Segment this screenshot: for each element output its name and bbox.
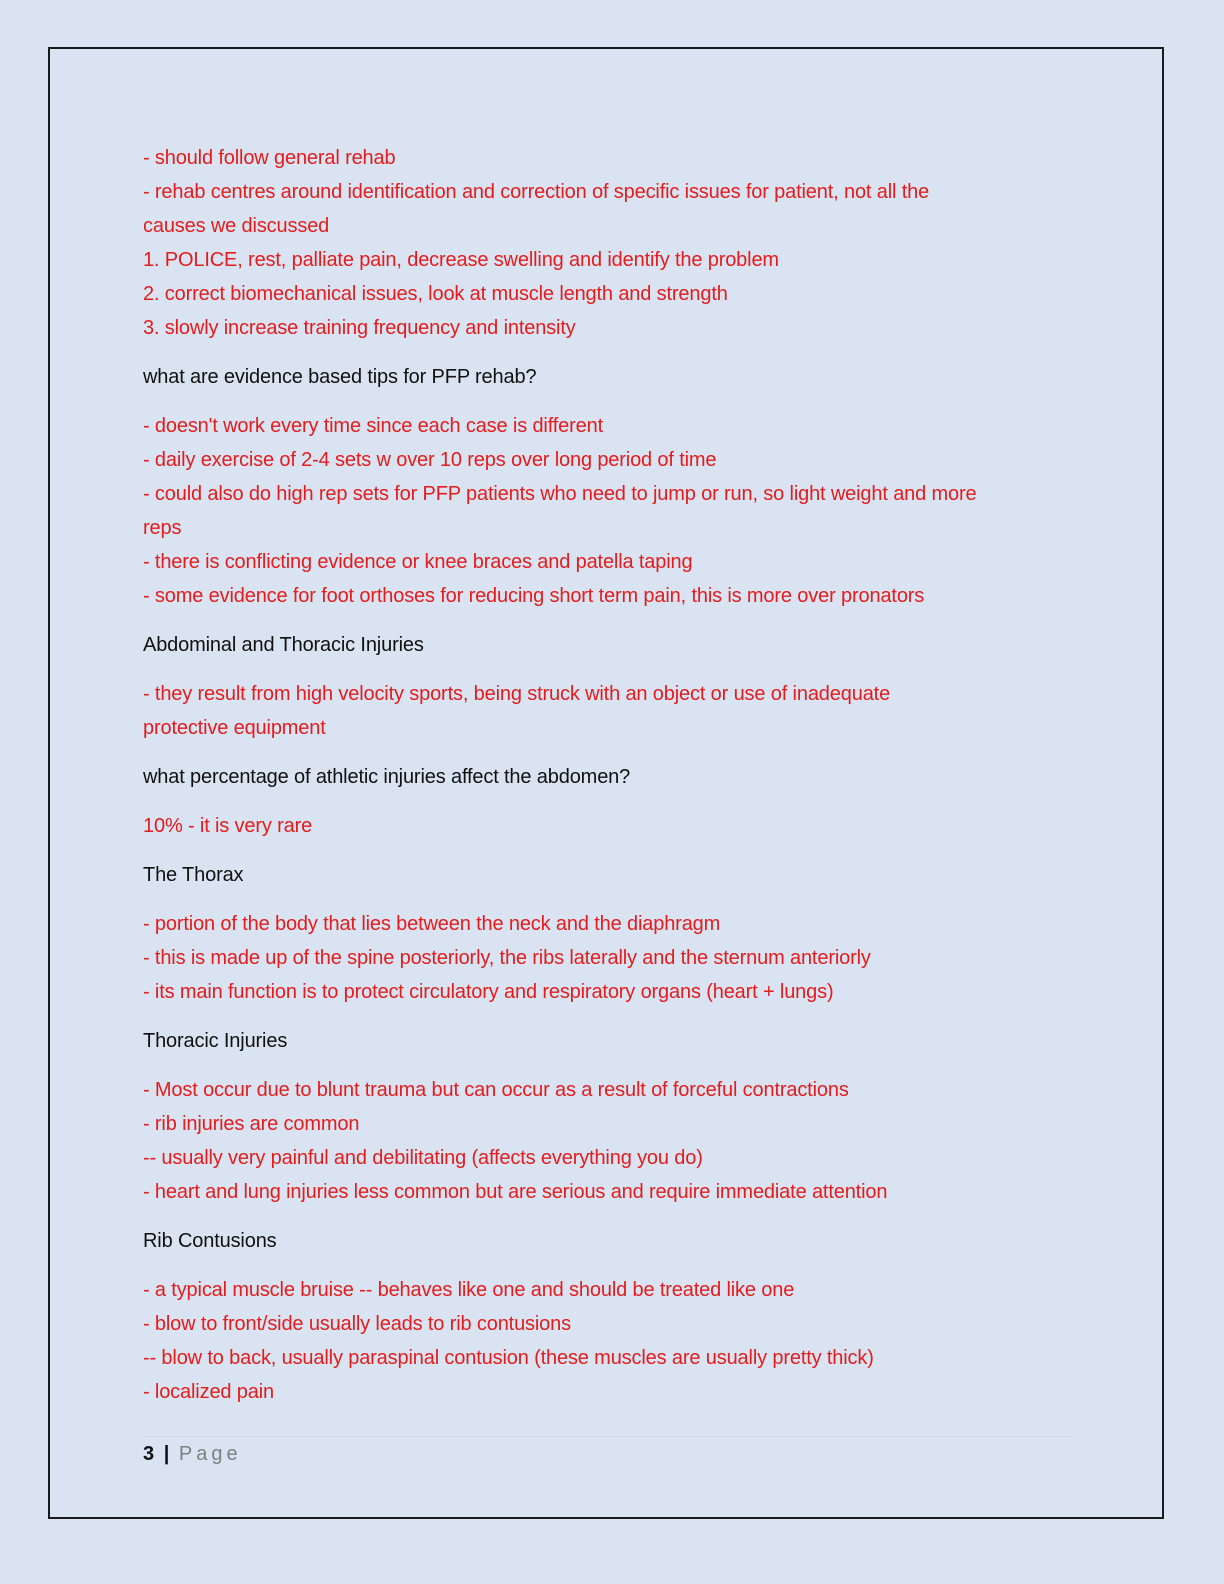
note-block — [143, 907, 1083, 1009]
question-heading — [143, 760, 1083, 794]
page-label: Page — [178, 1443, 242, 1465]
page-footer — [143, 1440, 242, 1468]
note-block — [143, 677, 1083, 745]
note-line: - daily exercise of 2-4 sets w over 10 reps over long period of time — [143, 449, 717, 471]
note-line: 10% - it is very rare — [143, 815, 313, 837]
page-number: 3 — [143, 1443, 155, 1465]
note-line: causes we discussed — [143, 215, 330, 237]
note-line: - some evidence for foot orthoses for reducing short term pain, this is more over pronators — [143, 585, 925, 607]
question-heading — [143, 858, 1083, 892]
note-line: - portion of the body that lies between the neck and the diaphragm — [143, 913, 721, 935]
note-line: reps — [143, 517, 182, 539]
note-line: -- usually very painful and debilitating (affects everything you do) — [143, 1147, 703, 1169]
note-block — [143, 1073, 1083, 1209]
note-line: - rehab centres around identification and correction of specific issues for patient, not all the — [143, 181, 930, 203]
heading-text: what are evidence based tips for PFP rehab? — [143, 366, 537, 388]
note-line: - they result from high velocity sports, being struck with an object or use of inadequate — [143, 683, 891, 705]
note-line: 2. correct biomechanical issues, look at muscle length and strength — [143, 283, 728, 305]
heading-text: Thoracic Injuries — [143, 1030, 288, 1052]
note-line: - doesn't work every time since each case is different — [143, 415, 604, 437]
note-block — [143, 809, 1083, 843]
note-line: - a typical muscle bruise -- behaves like one and should be treated like one — [143, 1279, 795, 1301]
note-line: - could also do high rep sets for PFP patients who need to jump or run, so light weight and more — [143, 483, 977, 505]
note-line: - its main function is to protect circulatory and respiratory organs (heart + lungs) — [143, 981, 834, 1003]
question-heading — [143, 1024, 1083, 1058]
document-body — [143, 141, 1083, 1424]
note-line: - this is made up of the spine posteriorly, the ribs laterally and the sternum anteriorly — [143, 947, 871, 969]
note-line: - rib injuries are common — [143, 1113, 360, 1135]
note-line: - blow to front/side usually leads to rib contusions — [143, 1313, 571, 1335]
note-line: - heart and lung injuries less common but are serious and require immediate attention — [143, 1181, 888, 1203]
heading-text: The Thorax — [143, 864, 244, 886]
note-block — [143, 1273, 1083, 1409]
note-line: - should follow general rehab — [143, 147, 396, 169]
note-line: -- blow to back, usually paraspinal contusion (these muscles are usually pretty thick) — [143, 1347, 874, 1369]
heading-text: Rib Contusions — [143, 1230, 277, 1252]
note-line: - localized pain — [143, 1381, 275, 1403]
heading-text: Abdominal and Thoracic Injuries — [143, 634, 424, 656]
note-line: protective equipment — [143, 717, 326, 739]
note-block — [143, 141, 1083, 345]
footer-divider — [143, 1436, 1073, 1437]
question-heading — [143, 1224, 1083, 1258]
note-line: - there is conflicting evidence or knee braces and patella taping — [143, 551, 693, 573]
note-block — [143, 409, 1083, 613]
question-heading — [143, 628, 1083, 662]
heading-text: what percentage of athletic injuries affect the abdomen? — [143, 766, 631, 788]
question-heading — [143, 360, 1083, 394]
note-line: - Most occur due to blunt trauma but can occur as a result of forceful contractions — [143, 1079, 849, 1101]
note-line: 1. POLICE, rest, palliate pain, decrease swelling and identify the problem — [143, 249, 779, 271]
footer-separator: | — [163, 1443, 170, 1465]
note-line: 3. slowly increase training frequency and intensity — [143, 317, 576, 339]
